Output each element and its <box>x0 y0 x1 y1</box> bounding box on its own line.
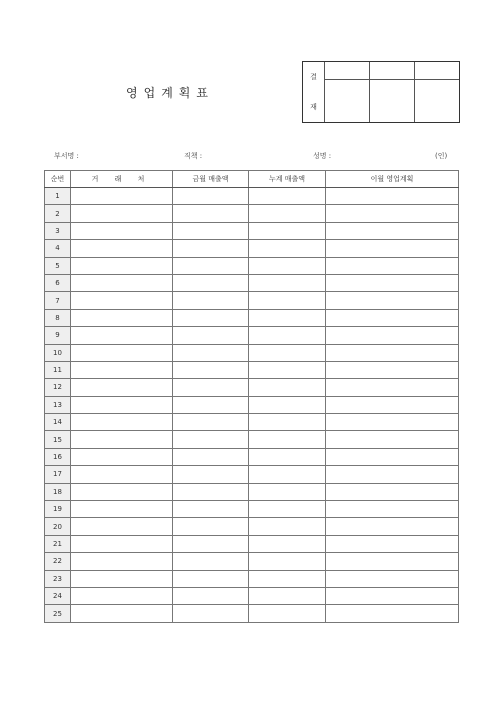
carryover-plan-cell[interactable] <box>326 448 459 465</box>
table-row <box>45 396 459 413</box>
carryover-plan-cell[interactable] <box>326 570 459 587</box>
monthly-sales-cell[interactable] <box>173 605 249 622</box>
table-row <box>45 257 459 274</box>
carryover-plan-cell[interactable] <box>326 292 459 309</box>
approval-label-bottom: 재 <box>310 103 317 111</box>
carryover-plan-cell[interactable] <box>326 379 459 396</box>
cumulative-sales-cell[interactable] <box>249 205 326 222</box>
monthly-sales-cell[interactable] <box>173 483 249 500</box>
client-cell[interactable] <box>71 222 173 239</box>
table-row <box>45 327 459 344</box>
row-number: 23 <box>45 570 71 587</box>
monthly-sales-cell[interactable] <box>173 518 249 535</box>
carryover-plan-cell[interactable] <box>326 431 459 448</box>
row-number: 4 <box>45 240 71 257</box>
table-row <box>45 466 459 483</box>
carryover-plan-cell[interactable] <box>326 396 459 413</box>
carryover-plan-cell[interactable] <box>326 501 459 518</box>
cumulative-sales-cell[interactable] <box>249 605 326 622</box>
table-row <box>45 309 459 326</box>
table-row <box>45 379 459 396</box>
sales-plan-table <box>44 170 459 623</box>
cumulative-sales-cell[interactable] <box>249 309 326 326</box>
approval-cell-3-title[interactable] <box>415 62 459 80</box>
table-row <box>45 344 459 361</box>
header-client: 거 래 처 <box>71 171 173 188</box>
approval-cell-1[interactable] <box>325 62 370 122</box>
row-number: 17 <box>45 466 71 483</box>
table-header-row <box>45 171 459 188</box>
monthly-sales-cell[interactable] <box>173 414 249 431</box>
row-number: 12 <box>45 379 71 396</box>
approval-cell-3-sign[interactable] <box>415 80 459 122</box>
table-row <box>45 553 459 570</box>
client-cell[interactable] <box>71 535 173 552</box>
cumulative-sales-cell[interactable] <box>249 570 326 587</box>
cumulative-sales-cell[interactable] <box>249 327 326 344</box>
approval-cell-2-title[interactable] <box>370 62 414 80</box>
row-number: 20 <box>45 518 71 535</box>
carryover-plan-cell[interactable] <box>326 205 459 222</box>
row-number: 22 <box>45 553 71 570</box>
client-cell[interactable] <box>71 344 173 361</box>
client-cell[interactable] <box>71 205 173 222</box>
monthly-sales-cell[interactable] <box>173 309 249 326</box>
client-cell[interactable] <box>71 396 173 413</box>
client-cell[interactable] <box>71 605 173 622</box>
table-row <box>45 292 459 309</box>
monthly-sales-cell[interactable] <box>173 570 249 587</box>
table-row <box>45 205 459 222</box>
table-row <box>45 501 459 518</box>
carryover-plan-cell[interactable] <box>326 605 459 622</box>
cumulative-sales-cell[interactable] <box>249 396 326 413</box>
cumulative-sales-cell[interactable] <box>249 483 326 500</box>
monthly-sales-cell[interactable] <box>173 344 249 361</box>
client-cell[interactable] <box>71 292 173 309</box>
carryover-plan-cell[interactable] <box>326 222 459 239</box>
header-seq: 순번 <box>45 171 71 188</box>
cumulative-sales-cell[interactable] <box>249 501 326 518</box>
client-cell[interactable] <box>71 483 173 500</box>
client-cell[interactable] <box>71 518 173 535</box>
row-number: 13 <box>45 396 71 413</box>
monthly-sales-cell[interactable] <box>173 361 249 378</box>
client-cell[interactable] <box>71 570 173 587</box>
row-number: 9 <box>45 327 71 344</box>
approval-label <box>303 62 325 122</box>
table-row <box>45 587 459 604</box>
department-label: 부서명 : <box>54 152 79 160</box>
approval-cell-1-title[interactable] <box>325 62 369 80</box>
row-number: 25 <box>45 605 71 622</box>
monthly-sales-cell[interactable] <box>173 587 249 604</box>
client-cell[interactable] <box>71 240 173 257</box>
client-cell[interactable] <box>71 309 173 326</box>
info-row <box>0 151 504 163</box>
monthly-sales-cell[interactable] <box>173 448 249 465</box>
carryover-plan-cell[interactable] <box>326 414 459 431</box>
cumulative-sales-cell[interactable] <box>249 431 326 448</box>
client-cell[interactable] <box>71 414 173 431</box>
header-carryover-plan: 이월 영업계획 <box>326 171 459 188</box>
table-row <box>45 188 459 205</box>
client-cell[interactable] <box>71 257 173 274</box>
cumulative-sales-cell[interactable] <box>249 274 326 291</box>
row-number: 10 <box>45 344 71 361</box>
row-number: 11 <box>45 361 71 378</box>
row-number: 6 <box>45 274 71 291</box>
client-cell[interactable] <box>71 587 173 604</box>
client-cell[interactable] <box>71 361 173 378</box>
cumulative-sales-cell[interactable] <box>249 257 326 274</box>
table-row <box>45 535 459 552</box>
table-row <box>45 414 459 431</box>
table-row <box>45 361 459 378</box>
page-title: 영업계획표 <box>126 86 214 100</box>
table-row <box>45 274 459 291</box>
row-number: 5 <box>45 257 71 274</box>
monthly-sales-cell[interactable] <box>173 501 249 518</box>
monthly-sales-cell[interactable] <box>173 205 249 222</box>
name-label: 성명 : <box>313 152 332 160</box>
approval-cell-1-sign[interactable] <box>325 80 369 122</box>
cumulative-sales-cell[interactable] <box>249 518 326 535</box>
carryover-plan-cell[interactable] <box>326 327 459 344</box>
table-row <box>45 518 459 535</box>
carryover-plan-cell[interactable] <box>326 309 459 326</box>
monthly-sales-cell[interactable] <box>173 379 249 396</box>
cumulative-sales-cell[interactable] <box>249 188 326 205</box>
row-number: 1 <box>45 188 71 205</box>
row-number: 19 <box>45 501 71 518</box>
table-body <box>45 188 459 623</box>
monthly-sales-cell[interactable] <box>173 396 249 413</box>
table-row <box>45 431 459 448</box>
carryover-plan-cell[interactable] <box>326 587 459 604</box>
monthly-sales-cell[interactable] <box>173 466 249 483</box>
approval-cell-2-sign[interactable] <box>370 80 414 122</box>
approval-cells <box>325 62 459 122</box>
monthly-sales-cell[interactable] <box>173 274 249 291</box>
approval-cell-2[interactable] <box>370 62 415 122</box>
cumulative-sales-cell[interactable] <box>249 535 326 552</box>
monthly-sales-cell[interactable] <box>173 222 249 239</box>
cumulative-sales-cell[interactable] <box>249 292 326 309</box>
cumulative-sales-cell[interactable] <box>249 379 326 396</box>
header-monthly-sales: 금월 매출액 <box>173 171 249 188</box>
carryover-plan-cell[interactable] <box>326 361 459 378</box>
client-cell[interactable] <box>71 379 173 396</box>
cumulative-sales-cell[interactable] <box>249 344 326 361</box>
cumulative-sales-cell[interactable] <box>249 414 326 431</box>
monthly-sales-cell[interactable] <box>173 327 249 344</box>
cumulative-sales-cell[interactable] <box>249 240 326 257</box>
client-cell[interactable] <box>71 431 173 448</box>
carryover-plan-cell[interactable] <box>326 257 459 274</box>
row-number: 3 <box>45 222 71 239</box>
row-number: 2 <box>45 205 71 222</box>
cumulative-sales-cell[interactable] <box>249 361 326 378</box>
client-cell[interactable] <box>71 466 173 483</box>
approval-label-top: 결 <box>310 73 317 81</box>
cumulative-sales-cell[interactable] <box>249 553 326 570</box>
client-cell[interactable] <box>71 274 173 291</box>
cumulative-sales-cell[interactable] <box>249 448 326 465</box>
row-number: 21 <box>45 535 71 552</box>
table-row <box>45 605 459 622</box>
monthly-sales-cell[interactable] <box>173 292 249 309</box>
client-cell[interactable] <box>71 327 173 344</box>
client-cell[interactable] <box>71 448 173 465</box>
carryover-plan-cell[interactable] <box>326 188 459 205</box>
monthly-sales-cell[interactable] <box>173 431 249 448</box>
cumulative-sales-cell[interactable] <box>249 466 326 483</box>
row-number: 16 <box>45 448 71 465</box>
client-cell[interactable] <box>71 553 173 570</box>
cumulative-sales-cell[interactable] <box>249 222 326 239</box>
approval-box <box>302 61 460 123</box>
table-row <box>45 483 459 500</box>
carryover-plan-cell[interactable] <box>326 518 459 535</box>
row-number: 24 <box>45 587 71 604</box>
monthly-sales-cell[interactable] <box>173 257 249 274</box>
approval-cell-3[interactable] <box>415 62 459 122</box>
row-number: 18 <box>45 483 71 500</box>
client-cell[interactable] <box>71 501 173 518</box>
carryover-plan-cell[interactable] <box>326 274 459 291</box>
table-row <box>45 240 459 257</box>
row-number: 15 <box>45 431 71 448</box>
carryover-plan-cell[interactable] <box>326 553 459 570</box>
row-number: 8 <box>45 309 71 326</box>
row-number: 7 <box>45 292 71 309</box>
carryover-plan-cell[interactable] <box>326 483 459 500</box>
table-row <box>45 570 459 587</box>
monthly-sales-cell[interactable] <box>173 188 249 205</box>
carryover-plan-cell[interactable] <box>326 240 459 257</box>
seal-label: (인) <box>435 152 448 160</box>
client-cell[interactable] <box>71 188 173 205</box>
monthly-sales-cell[interactable] <box>173 535 249 552</box>
table-row <box>45 222 459 239</box>
table-row <box>45 448 459 465</box>
row-number: 14 <box>45 414 71 431</box>
cumulative-sales-cell[interactable] <box>249 587 326 604</box>
position-label: 직책 : <box>184 152 203 160</box>
monthly-sales-cell[interactable] <box>173 240 249 257</box>
header-cumulative-sales: 누계 매출액 <box>249 171 326 188</box>
carryover-plan-cell[interactable] <box>326 535 459 552</box>
carryover-plan-cell[interactable] <box>326 466 459 483</box>
monthly-sales-cell[interactable] <box>173 553 249 570</box>
carryover-plan-cell[interactable] <box>326 344 459 361</box>
